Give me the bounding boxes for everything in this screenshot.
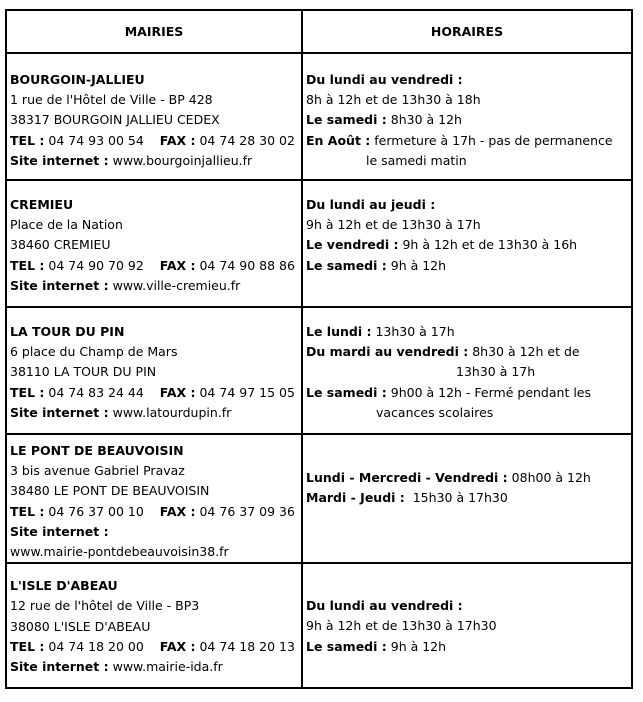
mairie-cell xyxy=(6,53,302,180)
table-row xyxy=(6,53,632,180)
tel-label: TEL : xyxy=(10,132,45,148)
mairie-city: 38480 LE PONT DE BEAUVOISIN xyxy=(10,483,210,499)
sched-line: Du lundi au vendredi : xyxy=(306,72,463,87)
sched-line: 9h à 12h et de 13h30 à 17h xyxy=(306,217,481,233)
sched-line: 13h30 à 17h xyxy=(456,364,536,380)
site-label: Site internet : xyxy=(10,152,109,168)
table-row xyxy=(6,434,632,563)
sched-line xyxy=(306,468,628,488)
sched-line: 8h à 12h et de 13h30 à 18h xyxy=(306,92,481,108)
mairies-table xyxy=(5,9,633,689)
mairie-phone-line xyxy=(10,256,298,276)
sched-label: Du mardi au vendredi : xyxy=(306,344,469,360)
sched-value: 9h à 12h xyxy=(390,257,447,273)
mairie-city: 38080 L'ISLE D'ABEAU xyxy=(10,618,151,634)
tel-value: 04 74 93 00 54 xyxy=(48,132,144,148)
sched-label: Le lundi : xyxy=(306,324,372,339)
mairie-site-line xyxy=(10,657,298,677)
mairie-site-line xyxy=(10,151,298,171)
horaires-cell xyxy=(302,307,632,434)
site-label: Site internet : xyxy=(10,523,109,539)
site-link[interactable]: www.latourdupin.fr xyxy=(112,404,232,420)
sched-value: fermeture à 17h - pas de permanence xyxy=(374,132,613,148)
mairie-cell xyxy=(6,563,302,688)
fax-value: 04 74 18 20 13 xyxy=(199,638,295,654)
tel-label: TEL : xyxy=(10,257,45,273)
sched-value: 15h30 à 17h30 xyxy=(412,490,508,506)
site-link[interactable]: www.mairie-pontdebeauvoisin38.fr xyxy=(10,543,229,559)
sched-label: Mardi - Jeudi : xyxy=(306,490,405,506)
fax-value: 04 74 28 30 02 xyxy=(199,132,295,148)
sched-value: 13h30 à 17h xyxy=(375,324,455,339)
mairie-address: 3 bis avenue Gabriel Pravaz xyxy=(10,463,185,479)
sched-label: Le samedi : xyxy=(306,638,387,654)
mairie-site-line xyxy=(10,276,298,296)
header-row xyxy=(6,10,632,53)
site-link[interactable]: www.bourgoinjallieu.fr xyxy=(112,152,253,168)
tel-value: 04 76 37 00 10 xyxy=(48,503,144,519)
sched-line xyxy=(306,235,628,255)
horaires-cell xyxy=(302,563,632,688)
tel-label: TEL : xyxy=(10,503,45,519)
mairie-cell xyxy=(6,434,302,563)
mairie-phone-line xyxy=(10,383,298,403)
site-link[interactable]: www.mairie-ida.fr xyxy=(112,658,223,674)
sched-label: Le samedi : xyxy=(306,257,387,273)
mairie-phone-line xyxy=(10,637,298,657)
mairie-address: 12 rue de l'hôtel de Ville - BP3 xyxy=(10,598,200,614)
table-row xyxy=(6,307,632,434)
sched-line: le samedi matin xyxy=(366,152,467,168)
sched-value: 9h à 12h xyxy=(390,638,447,654)
sched-value: 9h00 à 12h - Fermé pendant les xyxy=(390,384,591,400)
sched-line xyxy=(306,256,628,276)
horaires-cell xyxy=(302,434,632,563)
sched-line xyxy=(306,488,628,508)
mairie-cell xyxy=(6,307,302,434)
sched-value: 8h30 à 12h xyxy=(390,112,462,128)
mairie-city: 38317 BOURGOIN JALLIEU CEDEX xyxy=(10,112,220,128)
fax-label: FAX : xyxy=(159,132,196,148)
mairie-city: 38110 LA TOUR DU PIN xyxy=(10,364,157,380)
sched-value: 8h30 à 12h et de xyxy=(472,344,580,360)
sched-line xyxy=(306,383,628,403)
sched-label: Le samedi : xyxy=(306,384,387,400)
mairie-name: CREMIEU xyxy=(10,197,74,212)
horaires-cell xyxy=(302,180,632,307)
sched-line: Du lundi au jeudi : xyxy=(306,197,436,212)
header-mairies: MAIRIES xyxy=(6,10,302,53)
mairie-cell xyxy=(6,180,302,307)
fax-value: 04 74 97 15 05 xyxy=(199,384,295,400)
table-row xyxy=(6,180,632,307)
header-horaires: HORAIRES xyxy=(302,10,632,53)
fax-value: 04 74 90 88 86 xyxy=(199,257,295,273)
sched-line xyxy=(306,110,628,130)
tel-label: TEL : xyxy=(10,638,45,654)
sched-label: Lundi - Mercredi - Vendredi : xyxy=(306,470,508,485)
sched-value: 08h00 à 12h xyxy=(511,470,591,485)
mairie-address: Place de la Nation xyxy=(10,217,123,233)
mairie-address: 1 rue de l'Hôtel de Ville - BP 428 xyxy=(10,92,213,108)
sched-line xyxy=(306,131,628,151)
table-row xyxy=(6,563,632,688)
sched-label: Le samedi : xyxy=(306,112,387,128)
sched-label: En Août : xyxy=(306,132,371,148)
tel-value: 04 74 18 20 00 xyxy=(48,638,144,654)
fax-label: FAX : xyxy=(159,503,196,519)
sched-line: vacances scolaires xyxy=(376,404,494,420)
site-label: Site internet : xyxy=(10,658,109,674)
mairie-address: 6 place du Champ de Mars xyxy=(10,344,178,360)
sched-label: Le vendredi : xyxy=(306,237,399,253)
sched-value: 9h à 12h et de 13h30 à 16h xyxy=(402,237,578,253)
tel-value: 04 74 90 70 92 xyxy=(48,257,144,273)
mairie-phone-line xyxy=(10,131,298,151)
sched-line: 9h à 12h et de 13h30 à 17h30 xyxy=(306,618,497,634)
mairie-site-line xyxy=(10,403,298,423)
sched-line xyxy=(306,637,628,657)
fax-label: FAX : xyxy=(159,638,196,654)
fax-label: FAX : xyxy=(159,384,196,400)
mairie-name: BOURGOIN-JALLIEU xyxy=(10,72,145,87)
horaires-cell xyxy=(302,53,632,180)
tel-label: TEL : xyxy=(10,384,45,400)
sched-line xyxy=(306,322,628,342)
mairie-phone-line xyxy=(10,502,298,522)
mairie-name: LE PONT DE BEAUVOISIN xyxy=(10,443,184,458)
site-label: Site internet : xyxy=(10,277,109,293)
mairie-name: LA TOUR DU PIN xyxy=(10,324,125,339)
sched-line: Du lundi au vendredi : xyxy=(306,598,463,614)
sched-line xyxy=(306,342,628,362)
tel-value: 04 74 83 24 44 xyxy=(48,384,144,400)
mairie-city: 38460 CREMIEU xyxy=(10,237,111,253)
site-link[interactable]: www.ville-cremieu.fr xyxy=(112,277,241,293)
mairie-name: L'ISLE D'ABEAU xyxy=(10,578,118,594)
fax-label: FAX : xyxy=(159,257,196,273)
fax-value: 04 76 37 09 36 xyxy=(199,503,295,519)
site-label: Site internet : xyxy=(10,404,109,420)
